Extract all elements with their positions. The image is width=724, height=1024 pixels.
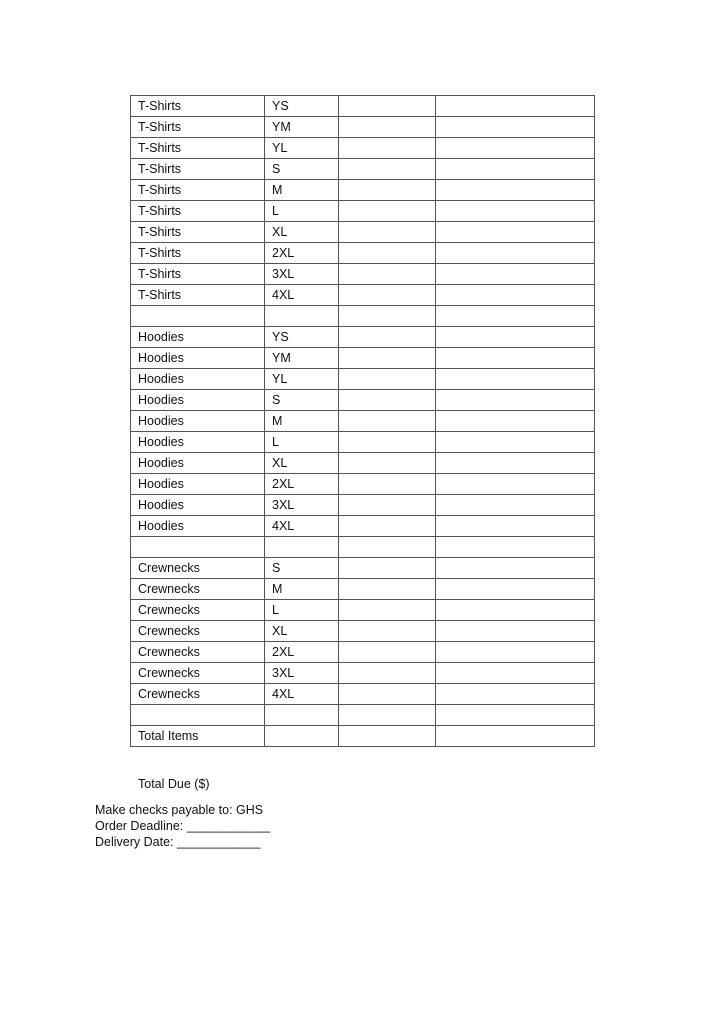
amount-cell[interactable]: [436, 725, 595, 746]
quantity-cell[interactable]: [339, 180, 436, 201]
item-cell: Crewnecks: [131, 557, 265, 578]
quantity-cell[interactable]: [339, 641, 436, 662]
item-cell: T-Shirts: [131, 180, 265, 201]
size-cell: 2XL: [265, 641, 339, 662]
amount-cell[interactable]: [436, 326, 595, 347]
item-cell: [131, 704, 265, 725]
quantity-cell[interactable]: [339, 557, 436, 578]
amount-cell[interactable]: [436, 515, 595, 536]
total-due-label: Total Due ($): [138, 777, 210, 791]
quantity-cell[interactable]: [339, 620, 436, 641]
quantity-cell[interactable]: [339, 494, 436, 515]
amount-cell[interactable]: [436, 96, 595, 117]
quantity-cell[interactable]: [339, 306, 436, 327]
size-cell: YM: [265, 347, 339, 368]
table-row: [131, 285, 595, 306]
amount-cell[interactable]: [436, 368, 595, 389]
table-row: [131, 347, 595, 368]
size-cell: S: [265, 159, 339, 180]
table-row: [131, 557, 595, 578]
size-cell: L: [265, 431, 339, 452]
item-cell: Hoodies: [131, 452, 265, 473]
amount-cell[interactable]: [436, 285, 595, 306]
size-cell: YL: [265, 138, 339, 159]
amount-cell[interactable]: [436, 159, 595, 180]
size-cell: [265, 704, 339, 725]
item-cell: Crewnecks: [131, 683, 265, 704]
size-cell: 3XL: [265, 264, 339, 285]
amount-cell[interactable]: [436, 306, 595, 327]
table-row: [131, 243, 595, 264]
size-cell: [265, 536, 339, 557]
amount-cell[interactable]: [436, 431, 595, 452]
table-row: [131, 410, 595, 431]
table-row: [131, 599, 595, 620]
size-cell: S: [265, 389, 339, 410]
size-cell: 2XL: [265, 243, 339, 264]
table-row: [131, 389, 595, 410]
size-cell: S: [265, 557, 339, 578]
quantity-cell[interactable]: [339, 117, 436, 138]
quantity-cell[interactable]: [339, 452, 436, 473]
table-row: [131, 159, 595, 180]
size-cell: L: [265, 201, 339, 222]
size-cell: YS: [265, 326, 339, 347]
item-cell: Hoodies: [131, 494, 265, 515]
amount-cell[interactable]: [436, 180, 595, 201]
item-cell: Hoodies: [131, 410, 265, 431]
size-cell: 3XL: [265, 662, 339, 683]
amount-cell[interactable]: [436, 347, 595, 368]
amount-cell[interactable]: [436, 452, 595, 473]
quantity-cell[interactable]: [339, 683, 436, 704]
quantity-cell[interactable]: [339, 201, 436, 222]
item-cell: T-Shirts: [131, 201, 265, 222]
quantity-cell[interactable]: [339, 264, 436, 285]
quantity-cell[interactable]: [339, 389, 436, 410]
item-cell: Crewnecks: [131, 578, 265, 599]
table-row: [131, 452, 595, 473]
quantity-cell[interactable]: [339, 578, 436, 599]
item-cell: Hoodies: [131, 389, 265, 410]
size-cell: M: [265, 180, 339, 201]
quantity-cell[interactable]: [339, 662, 436, 683]
amount-cell[interactable]: [436, 704, 595, 725]
item-cell: Crewnecks: [131, 641, 265, 662]
item-cell: Hoodies: [131, 515, 265, 536]
size-cell: [265, 306, 339, 327]
item-cell: [131, 306, 265, 327]
size-cell: XL: [265, 222, 339, 243]
size-cell: YM: [265, 117, 339, 138]
amount-cell[interactable]: [436, 243, 595, 264]
amount-cell[interactable]: [436, 410, 595, 431]
payable-to-text: Make checks payable to: GHS: [95, 803, 264, 817]
order-form-table: [130, 95, 595, 747]
table-row: [131, 620, 595, 641]
amount-cell[interactable]: [436, 117, 595, 138]
table-row: [131, 326, 595, 347]
quantity-cell[interactable]: [339, 222, 436, 243]
item-cell: [131, 536, 265, 557]
table-row: [131, 222, 595, 243]
table-row: [131, 138, 595, 159]
quantity-cell[interactable]: [339, 326, 436, 347]
table-row: [131, 683, 595, 704]
size-cell: 3XL: [265, 494, 339, 515]
amount-cell[interactable]: [436, 222, 595, 243]
item-cell: Hoodies: [131, 326, 265, 347]
amount-cell[interactable]: [436, 389, 595, 410]
table-row: [131, 641, 595, 662]
quantity-cell[interactable]: [339, 243, 436, 264]
quantity-cell[interactable]: [339, 96, 436, 117]
size-cell: YL: [265, 368, 339, 389]
item-cell: Total Items: [131, 725, 265, 746]
amount-cell[interactable]: [436, 473, 595, 494]
amount-cell[interactable]: [436, 138, 595, 159]
item-cell: T-Shirts: [131, 96, 265, 117]
size-cell: M: [265, 410, 339, 431]
item-cell: Hoodies: [131, 368, 265, 389]
size-cell: [265, 725, 339, 746]
item-cell: Hoodies: [131, 431, 265, 452]
size-cell: 4XL: [265, 683, 339, 704]
item-cell: T-Shirts: [131, 285, 265, 306]
size-cell: M: [265, 578, 339, 599]
table-row: [131, 201, 595, 222]
table-row: [131, 264, 595, 285]
table-row: [131, 578, 595, 599]
amount-cell[interactable]: [436, 536, 595, 557]
amount-cell[interactable]: [436, 641, 595, 662]
amount-cell[interactable]: [436, 683, 595, 704]
quantity-cell[interactable]: [339, 599, 436, 620]
table-row: [131, 704, 595, 725]
quantity-cell[interactable]: [339, 704, 436, 725]
size-cell: L: [265, 599, 339, 620]
size-cell: YS: [265, 96, 339, 117]
item-cell: T-Shirts: [131, 138, 265, 159]
item-cell: T-Shirts: [131, 243, 265, 264]
delivery-date-text: Delivery Date: ____________: [95, 835, 261, 849]
footer-notes: [95, 802, 270, 850]
amount-cell[interactable]: [436, 201, 595, 222]
amount-cell[interactable]: [436, 578, 595, 599]
table-row: [131, 368, 595, 389]
quantity-cell[interactable]: [339, 410, 436, 431]
item-cell: Crewnecks: [131, 662, 265, 683]
size-cell: 2XL: [265, 473, 339, 494]
amount-cell[interactable]: [436, 599, 595, 620]
amount-cell[interactable]: [436, 620, 595, 641]
table-row: [131, 494, 595, 515]
table-row: [131, 117, 595, 138]
item-cell: T-Shirts: [131, 222, 265, 243]
table-row: [131, 96, 595, 117]
item-cell: Crewnecks: [131, 620, 265, 641]
size-cell: XL: [265, 452, 339, 473]
table-row: [131, 473, 595, 494]
quantity-cell[interactable]: [339, 368, 436, 389]
quantity-cell[interactable]: [339, 725, 436, 746]
item-cell: T-Shirts: [131, 117, 265, 138]
table-row: [131, 662, 595, 683]
quantity-cell[interactable]: [339, 138, 436, 159]
table-row: [131, 306, 595, 327]
size-cell: 4XL: [265, 285, 339, 306]
quantity-cell[interactable]: [339, 159, 436, 180]
table-row: [131, 180, 595, 201]
amount-cell[interactable]: [436, 264, 595, 285]
amount-cell[interactable]: [436, 494, 595, 515]
item-cell: T-Shirts: [131, 159, 265, 180]
table-row: [131, 536, 595, 557]
table-row: [131, 725, 595, 746]
item-cell: Crewnecks: [131, 599, 265, 620]
quantity-cell[interactable]: [339, 285, 436, 306]
quantity-cell[interactable]: [339, 473, 436, 494]
item-cell: Hoodies: [131, 347, 265, 368]
amount-cell[interactable]: [436, 662, 595, 683]
table-row: [131, 431, 595, 452]
size-cell: 4XL: [265, 515, 339, 536]
item-cell: T-Shirts: [131, 264, 265, 285]
quantity-cell[interactable]: [339, 515, 436, 536]
table-row: [131, 515, 595, 536]
quantity-cell[interactable]: [339, 536, 436, 557]
item-cell: Hoodies: [131, 473, 265, 494]
order-deadline-text: Order Deadline: ____________: [95, 819, 271, 833]
quantity-cell[interactable]: [339, 431, 436, 452]
quantity-cell[interactable]: [339, 347, 436, 368]
amount-cell[interactable]: [436, 557, 595, 578]
size-cell: XL: [265, 620, 339, 641]
